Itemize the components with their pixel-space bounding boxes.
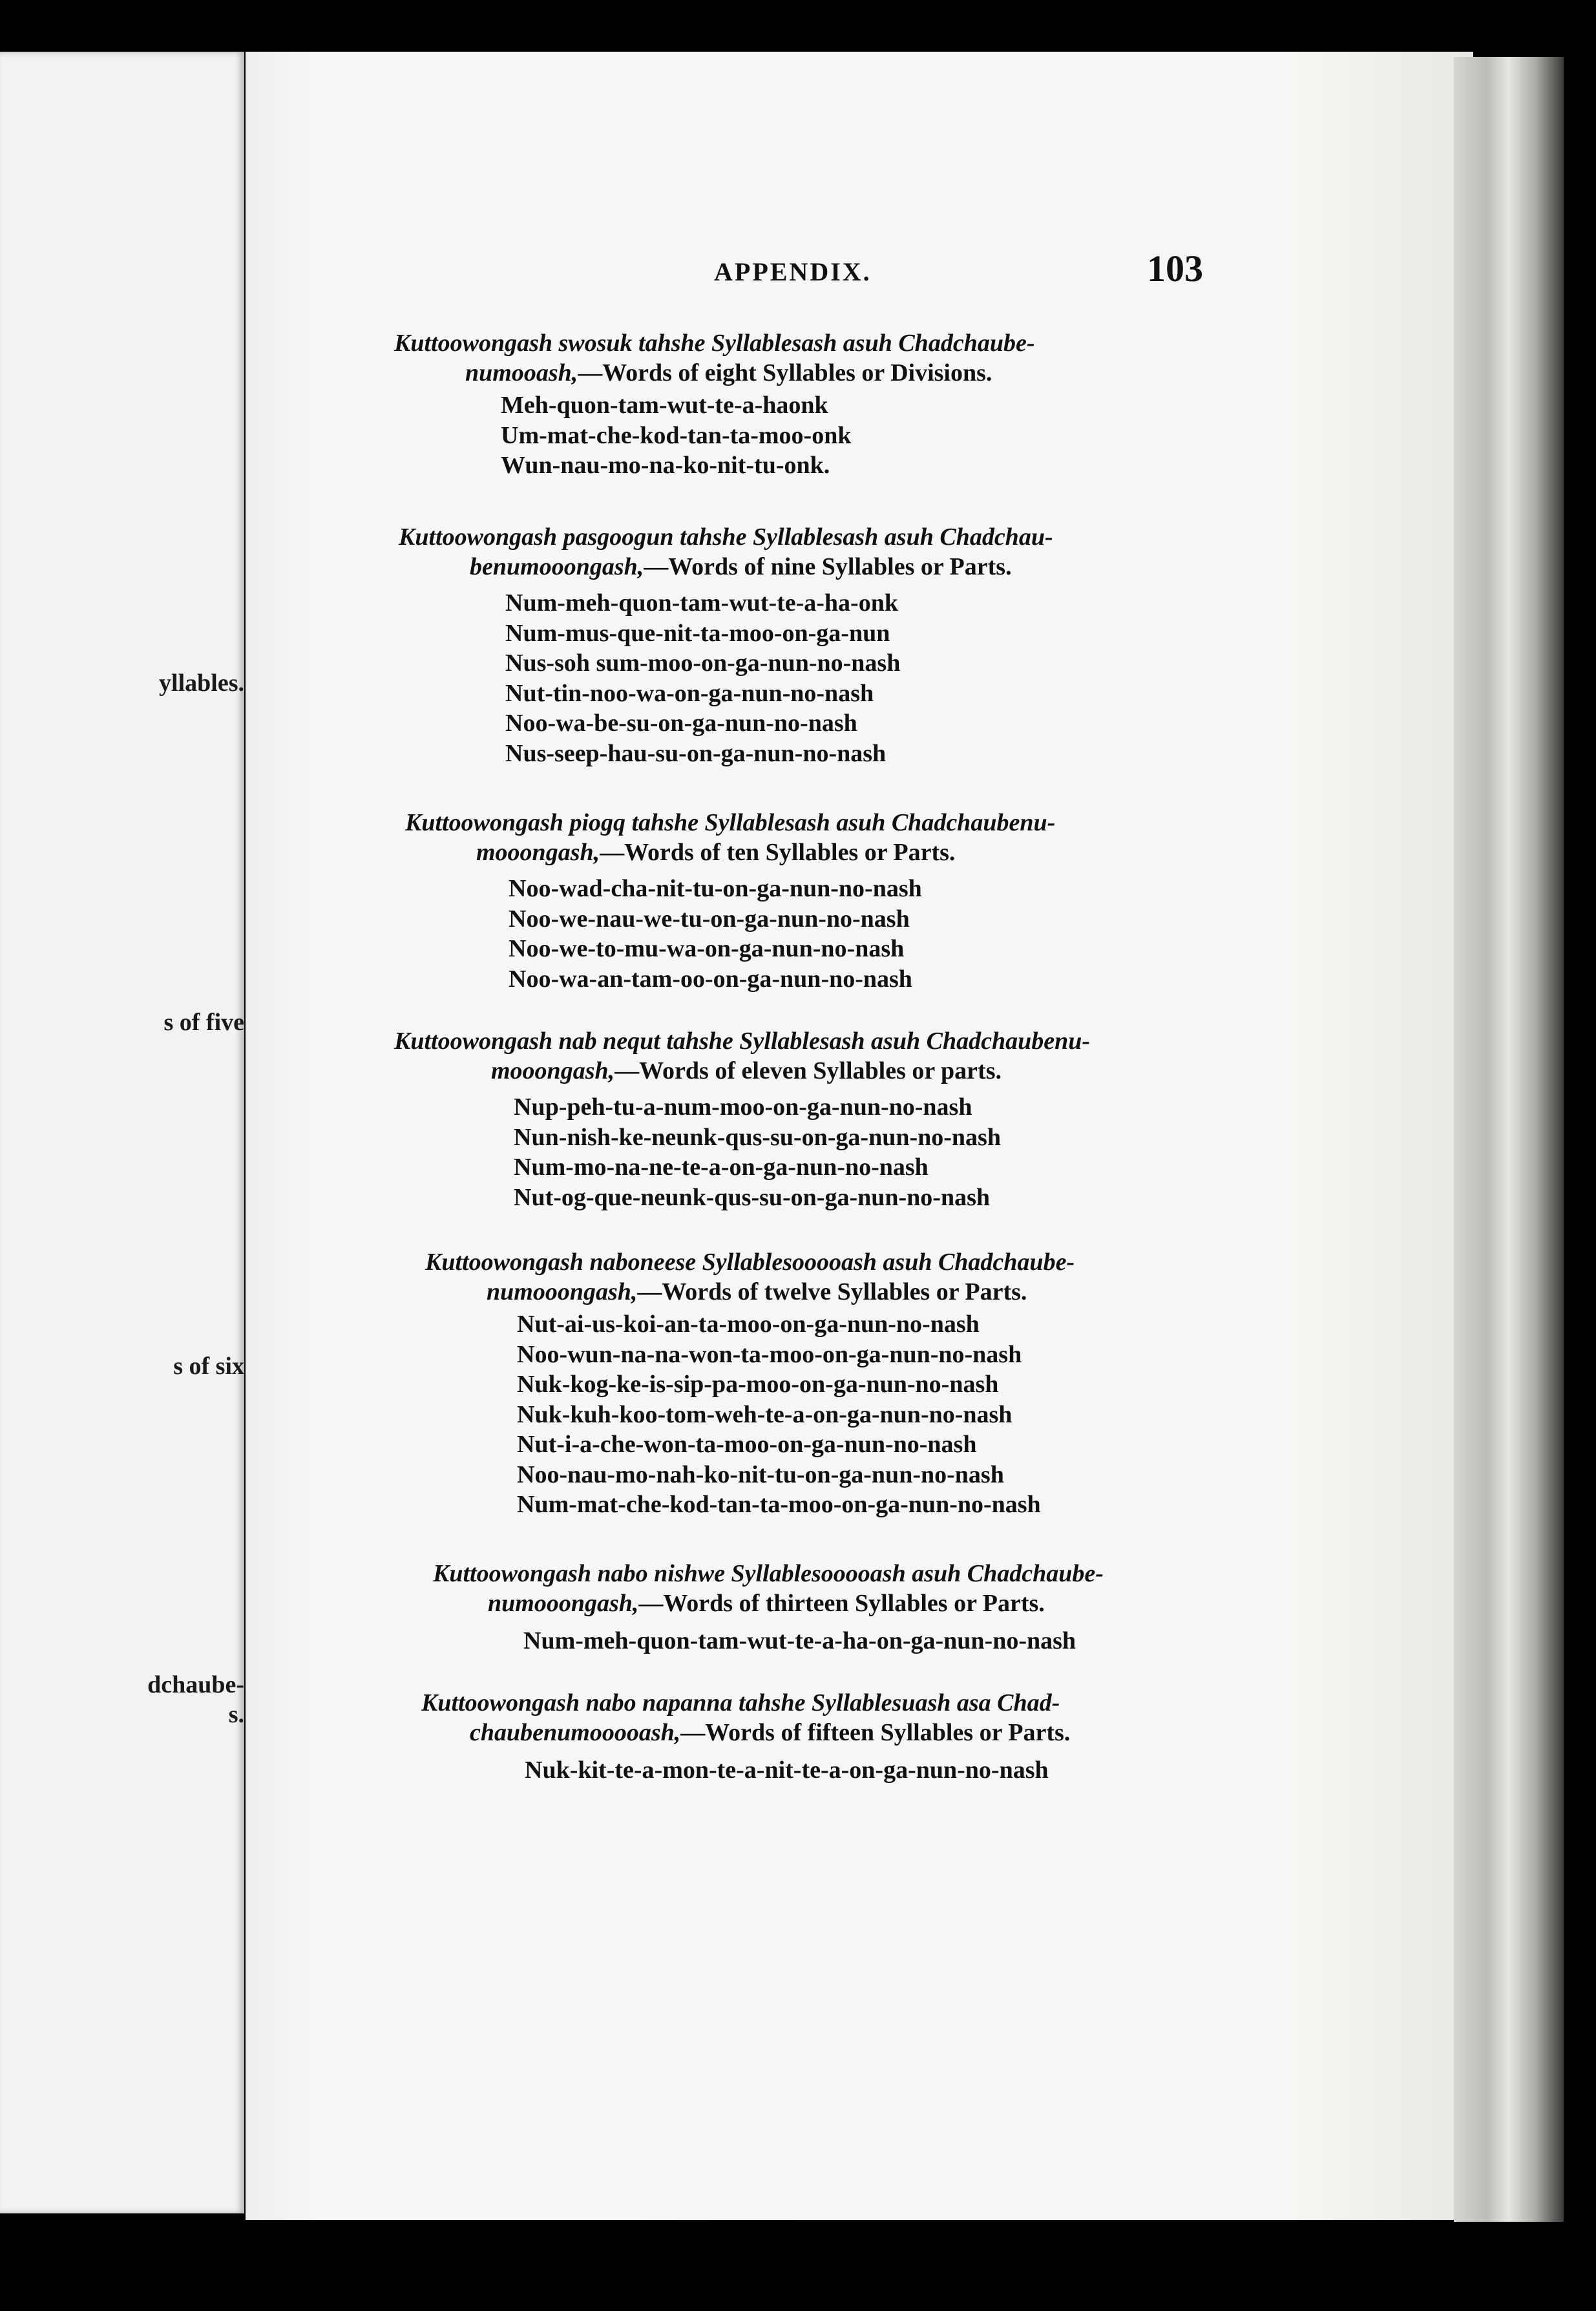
heading-native: Kuttoowongash nab nequt tahshe Syllablesash asuh Chadchaubenu-: [394, 1028, 1091, 1055]
heading-native: Kuttoowongash naboneese Syllablesooooash asuh Chadchaube-: [425, 1249, 1075, 1276]
word-item: Num-mo-na-ne-te-a-on-ga-nun-no-nash: [514, 1154, 929, 1181]
word-item: Nuk-kuh-koo-tom-weh-te-a-on-ga-nun-no-nash: [517, 1400, 1013, 1428]
heading-native: Kuttoowongash piogq tahshe Syllablesash asuh Chadchaubenu-: [405, 809, 1056, 836]
left-fragment: s.: [228, 1701, 244, 1728]
running-head: APPENDIX.: [714, 257, 872, 286]
heading-native-cont: mooongash,: [491, 1057, 615, 1084]
section-twelve-syllables: [425, 1247, 1420, 1520]
section-heading: [394, 328, 1402, 388]
section-nine-syllables: [399, 522, 1407, 768]
heading-native-cont: benumooongash,: [470, 553, 644, 580]
heading-native: Kuttoowongash swosuk tahshe Syllablesash asuh Chadchaube-: [394, 330, 1035, 357]
left-fragment: dchaube-: [147, 1671, 244, 1698]
word-item: Nut-og-que-neunk-qus-su-on-ga-nun-no-nash: [514, 1183, 991, 1211]
word-list: [425, 1309, 1420, 1520]
word-item: Nuk-kog-ke-is-sip-pa-moo-on-ga-nun-no-nash: [517, 1371, 999, 1398]
word-item: Num-mat-che-kod-tan-ta-moo-on-ga-nun-no-nash: [517, 1491, 1041, 1518]
heading-english: —Words of fifteen Syllables or Parts.: [680, 1719, 1071, 1746]
word-item: Noo-we-to-mu-wa-on-ga-nun-no-nash: [509, 935, 905, 962]
heading-native-cont: numooongash,: [487, 1278, 638, 1305]
left-fragment: s of six: [173, 1353, 244, 1380]
word-list: [421, 1755, 1429, 1786]
heading-native: Kuttoowongash pasgoogun tahshe Syllablesash asuh Chadchau-: [399, 523, 1053, 551]
word-item: Nun-nish-ke-neunk-qus-su-on-ga-nun-no-nash: [514, 1123, 1001, 1151]
left-page: [0, 52, 244, 2213]
word-item: Nut-i-a-che-won-ta-moo-on-ga-nun-no-nash: [517, 1431, 977, 1458]
heading-native-cont: numooongash,: [488, 1590, 639, 1617]
word-item: Meh-quon-tam-wut-te-a-haonk: [501, 392, 828, 419]
section-fifteen-syllables: [421, 1688, 1429, 1786]
section-heading: [394, 1026, 1428, 1086]
word-item: Noo-we-nau-we-tu-on-ga-nun-no-nash: [509, 905, 910, 933]
word-item: Num-mus-que-nit-ta-moo-on-ga-nun: [505, 619, 890, 647]
section-heading: [405, 808, 1413, 867]
page-number: 103: [1147, 248, 1203, 290]
word-item: Nus-soh sum-moo-on-ga-nun-no-nash: [505, 649, 901, 677]
word-item: Noo-nau-mo-nah-ko-nit-tu-on-ga-nun-no-nash: [517, 1461, 1004, 1488]
word-list: [399, 588, 1407, 768]
heading-english: —Words of ten Syllables or Parts.: [600, 839, 956, 866]
word-item: Nus-seep-hau-su-on-ga-nun-no-nash: [505, 739, 887, 767]
word-item: Num-meh-quon-tam-wut-te-a-ha-on-ga-nun-no-nash: [523, 1627, 1076, 1654]
word-item: Nut-ai-us-koi-an-ta-moo-on-ga-nun-no-nash: [517, 1311, 980, 1338]
left-fragment: s of five: [163, 1009, 244, 1036]
heading-english: —Words of twelve Syllables or Parts.: [637, 1278, 1027, 1305]
section-heading: [433, 1559, 1428, 1618]
word-item: Noo-wa-an-tam-oo-on-ga-nun-no-nash: [509, 965, 912, 993]
heading-native: Kuttoowongash nabo napanna tahshe Syllablesuash asa Chad-: [421, 1689, 1060, 1716]
word-item: Wun-nau-mo-na-ko-nit-tu-onk.: [501, 452, 830, 479]
section-ten-syllables: [405, 808, 1413, 994]
word-item: Um-mat-che-kod-tan-ta-moo-onk: [501, 421, 852, 449]
left-fragment: yllables.: [159, 670, 244, 697]
page-edge: [1454, 57, 1564, 2222]
section-heading: [425, 1247, 1420, 1307]
heading-english: —Words of eleven Syllables or parts.: [614, 1057, 1002, 1084]
word-item: Noo-wa-be-su-on-ga-nun-no-nash: [505, 710, 857, 737]
heading-english: —Words of nine Syllables or Parts.: [644, 553, 1012, 580]
section-heading: [421, 1688, 1429, 1747]
heading-english: —Words of eight Syllables or Divisions.: [578, 359, 992, 386]
word-list: [394, 390, 1402, 481]
heading-native-cont: chaubenumooooash,: [470, 1719, 681, 1746]
section-eleven-syllables: [394, 1026, 1428, 1212]
word-item: Num-meh-quon-tam-wut-te-a-ha-onk: [505, 589, 898, 617]
word-list: [394, 1092, 1428, 1212]
word-item: Noo-wad-cha-nit-tu-on-ga-nun-no-nash: [509, 875, 922, 902]
word-list: [405, 874, 1413, 994]
heading-native: Kuttoowongash nabo nishwe Syllablesooooash asuh Chadchaube-: [433, 1560, 1104, 1587]
word-item: Nup-peh-tu-a-num-moo-on-ga-nun-no-nash: [514, 1093, 972, 1121]
word-item: Nuk-kit-te-a-mon-te-a-nit-te-a-on-ga-nun-no-nash: [525, 1757, 1049, 1784]
heading-native-cont: mooongash,: [476, 839, 600, 866]
word-item: Noo-wun-na-na-won-ta-moo-on-ga-nun-no-nash: [517, 1340, 1022, 1368]
section-heading: [399, 522, 1407, 582]
section-eight-syllables: [394, 328, 1402, 481]
word-item: Nut-tin-noo-wa-on-ga-nun-no-nash: [505, 679, 874, 707]
heading-native-cont: numooash,: [465, 359, 578, 386]
section-thirteen-syllables: [433, 1559, 1428, 1656]
word-list: [433, 1626, 1428, 1656]
heading-english: —Words of thirteen Syllables or Parts.: [638, 1590, 1045, 1617]
